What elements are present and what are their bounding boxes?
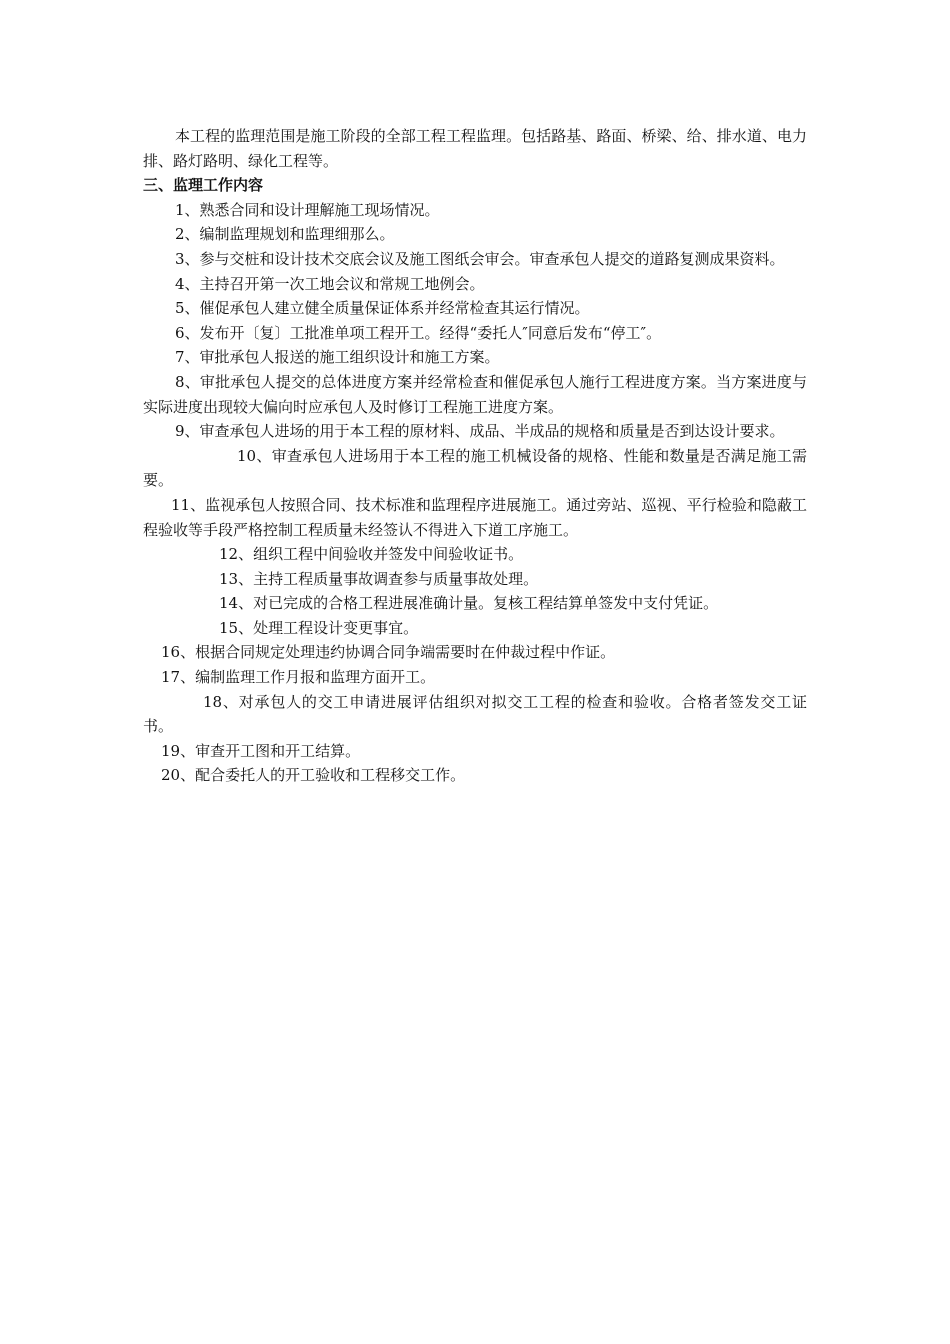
list-item-15: 15、处理工程设计变更事宜。	[219, 618, 419, 637]
list-item-14: 14、对已完成的合格工程进展准确计量。复核工程结算单签发中支付凭证。	[219, 594, 719, 613]
list-item-12: 12、组织工程中间验收并签发中间验收证书。	[219, 545, 524, 564]
list-item-13: 13、主持工程质量事故调查参与质量事故处理。	[219, 569, 539, 588]
section-heading: 三、监理工作内容	[143, 176, 264, 195]
list-item-17: 17、编制监理工作月报和监理方面开工。	[161, 668, 436, 687]
document-page	[143, 124, 807, 788]
list-item-5: 5、催促承包人建立健全质量保证体系并经常检查其运行情况。	[175, 299, 590, 318]
intro-paragraph: 本工程的监理范围是施工阶段的全部工程工程监理。包括路基、路面、桥梁、给、排水道、电力排、路灯路明、绿化工程等。	[143, 127, 807, 170]
list-item-7: 7、审批承包人报送的施工组织设计和施工方案。	[175, 348, 500, 367]
list-item-6: 6、发布开〔复〕工批准单项工程开工。经得“委托人″同意后发布“停工″。	[175, 323, 662, 342]
list-item-1: 1、熟悉合同和设计理解施工现场情况。	[175, 200, 440, 219]
list-item-10: 10、审查承包人进场用于本工程的施工机械设备的规格、性能和数量是否满足施工需要。	[143, 446, 807, 490]
list-item-11: 11、监视承包人按照合同、技术标准和监理程序进展施工。通过旁站、巡视、平行检验和隐蔽工程验收等手段严格控制工程质量未经签认不得进入下道工序施工。	[143, 495, 807, 539]
list-item-8: 8、审批承包人提交的总体进度方案并经常检查和催促承包人施行工程进度方案。当方案进度与实际进度出现较大偏向时应承包人及时修订工程施工进度方案。	[143, 372, 807, 416]
list-item-18: 18、对承包人的交工申请进展评估组织对拟交工工程的检查和验收。合格者签发交工证书。	[143, 692, 807, 736]
list-item-3: 3、参与交桩和设计技术交底会议及施工图纸会审会。审查承包人提交的道路复测成果资料。	[175, 249, 785, 268]
list-item-20: 20、配合委托人的开工验收和工程移交工作。	[161, 766, 466, 785]
list-item-16: 16、根据合同规定处理违约协调合同争端需要时在仲裁过程中作证。	[161, 643, 616, 662]
list-item-9: 9、审查承包人进场的用于本工程的原材料、成品、半成品的规格和质量是否到达设计要求。	[175, 422, 785, 441]
list-item-19: 19、审查开工图和开工结算。	[161, 741, 361, 760]
list-item-2: 2、编制监理规划和监理细那么。	[175, 225, 395, 244]
list-item-4: 4、主持召开第一次工地会议和常规工地例会。	[175, 274, 485, 293]
